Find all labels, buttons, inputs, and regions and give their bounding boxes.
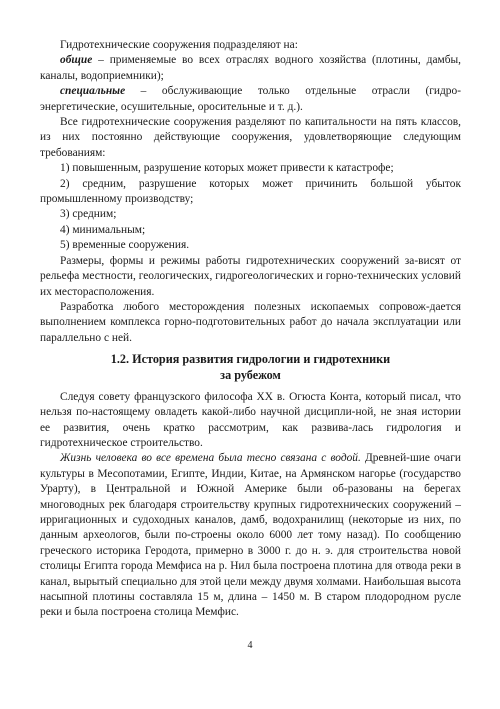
history-paragraph bbox=[40, 451, 461, 620]
list-item: 2) средним, разрушение которых может причинить большой убыток промышленному производству; bbox=[40, 177, 461, 206]
list-item: 1) повышенным, разрушение которых может привести к катастрофе; bbox=[60, 162, 394, 175]
list-item: 4) минимальным; bbox=[60, 223, 146, 236]
comte-paragraph: Следуя совету французского философа XX в. Огюста Конта, который писал, что нельзя по-настоящему овладеть какой-либо научной дисципли-ной, не зная истории ее развития, очень кратко рассмотрим, как развива-лась гидрология и гидротехническое строительство. bbox=[40, 390, 461, 449]
intro-paragraph: Гидротехнические сооружения подразделяют на: bbox=[60, 39, 298, 51]
classes-intro-paragraph: Все гидротехнические сооружения разделяют по капитальности на пять классов, из них постоянно действующие сооружения, удовлетворяющие следующим требованиям: bbox=[40, 116, 461, 159]
special-term: специальные bbox=[60, 85, 126, 98]
list-item: 5) временные сооружения. bbox=[60, 239, 190, 252]
history-lead-sentence: Жизнь человека во все времена была тесно связана с водой. bbox=[60, 452, 361, 465]
general-structures-paragraph bbox=[40, 53, 461, 84]
list-item: 3) средним; bbox=[60, 208, 117, 221]
section-heading bbox=[40, 352, 461, 384]
page-number: 4 bbox=[247, 640, 253, 651]
section-heading-line-2: за рубежом bbox=[220, 367, 281, 382]
special-structures-paragraph bbox=[40, 84, 461, 115]
special-text: – обслуживающие только отдельные отрасли (гидро-энергетические, осушительные, оросительные и т. д.). bbox=[40, 85, 461, 113]
class-list bbox=[40, 161, 461, 253]
page-body bbox=[40, 38, 461, 621]
deposit-paragraph: Разработка любого месторождения полезных ископаемых сопровож-дается выполнением комплекса горно-подготовительных работ до начала эксплуатации или параллельно с ней. bbox=[40, 300, 461, 344]
general-text: – применяемые во всех отраслях водного хозяйства (плотины, дамбы, каналы, водоприемники); bbox=[40, 54, 461, 82]
general-term: общие bbox=[60, 54, 93, 67]
sizes-paragraph: Размеры, формы и режимы работы гидротехнических сооружений за-висят от рельефа местности, геологических, гидрогеологических и горно-технических условий их месторасположения. bbox=[40, 254, 461, 298]
section-heading-line-1: 1.2. История развития гидрологии и гидротехники bbox=[110, 352, 391, 367]
history-text: Древней-шие очаги культуры в Месопотамии, Египте, Индии, Китае, на Армянском нагорье (государство Урарту), в Центральной и Южной Америке были об-разованы на берегах многоводных рек благодаря строительству крупных гидротехнических сооружений – ирригационных и судоходных каналов, дамб, водохранилищ (некоторые из них, по данным археологов, были по-строены около 6000 лет тому назад). По сообщению греческого историка Геродота, примерно в 3000 г. до н. э. для строительства новой столицы Египта города Мемфиса на р. Нил была построена плотина для отвода реки в канал, вырытый специально для этой цели между двумя холмами. Наибольшая высота насыпной плотины составляла 15 м, длина – 1450 м. В старом плодородном русле реки и была построена столица Мемфис. bbox=[40, 452, 462, 619]
